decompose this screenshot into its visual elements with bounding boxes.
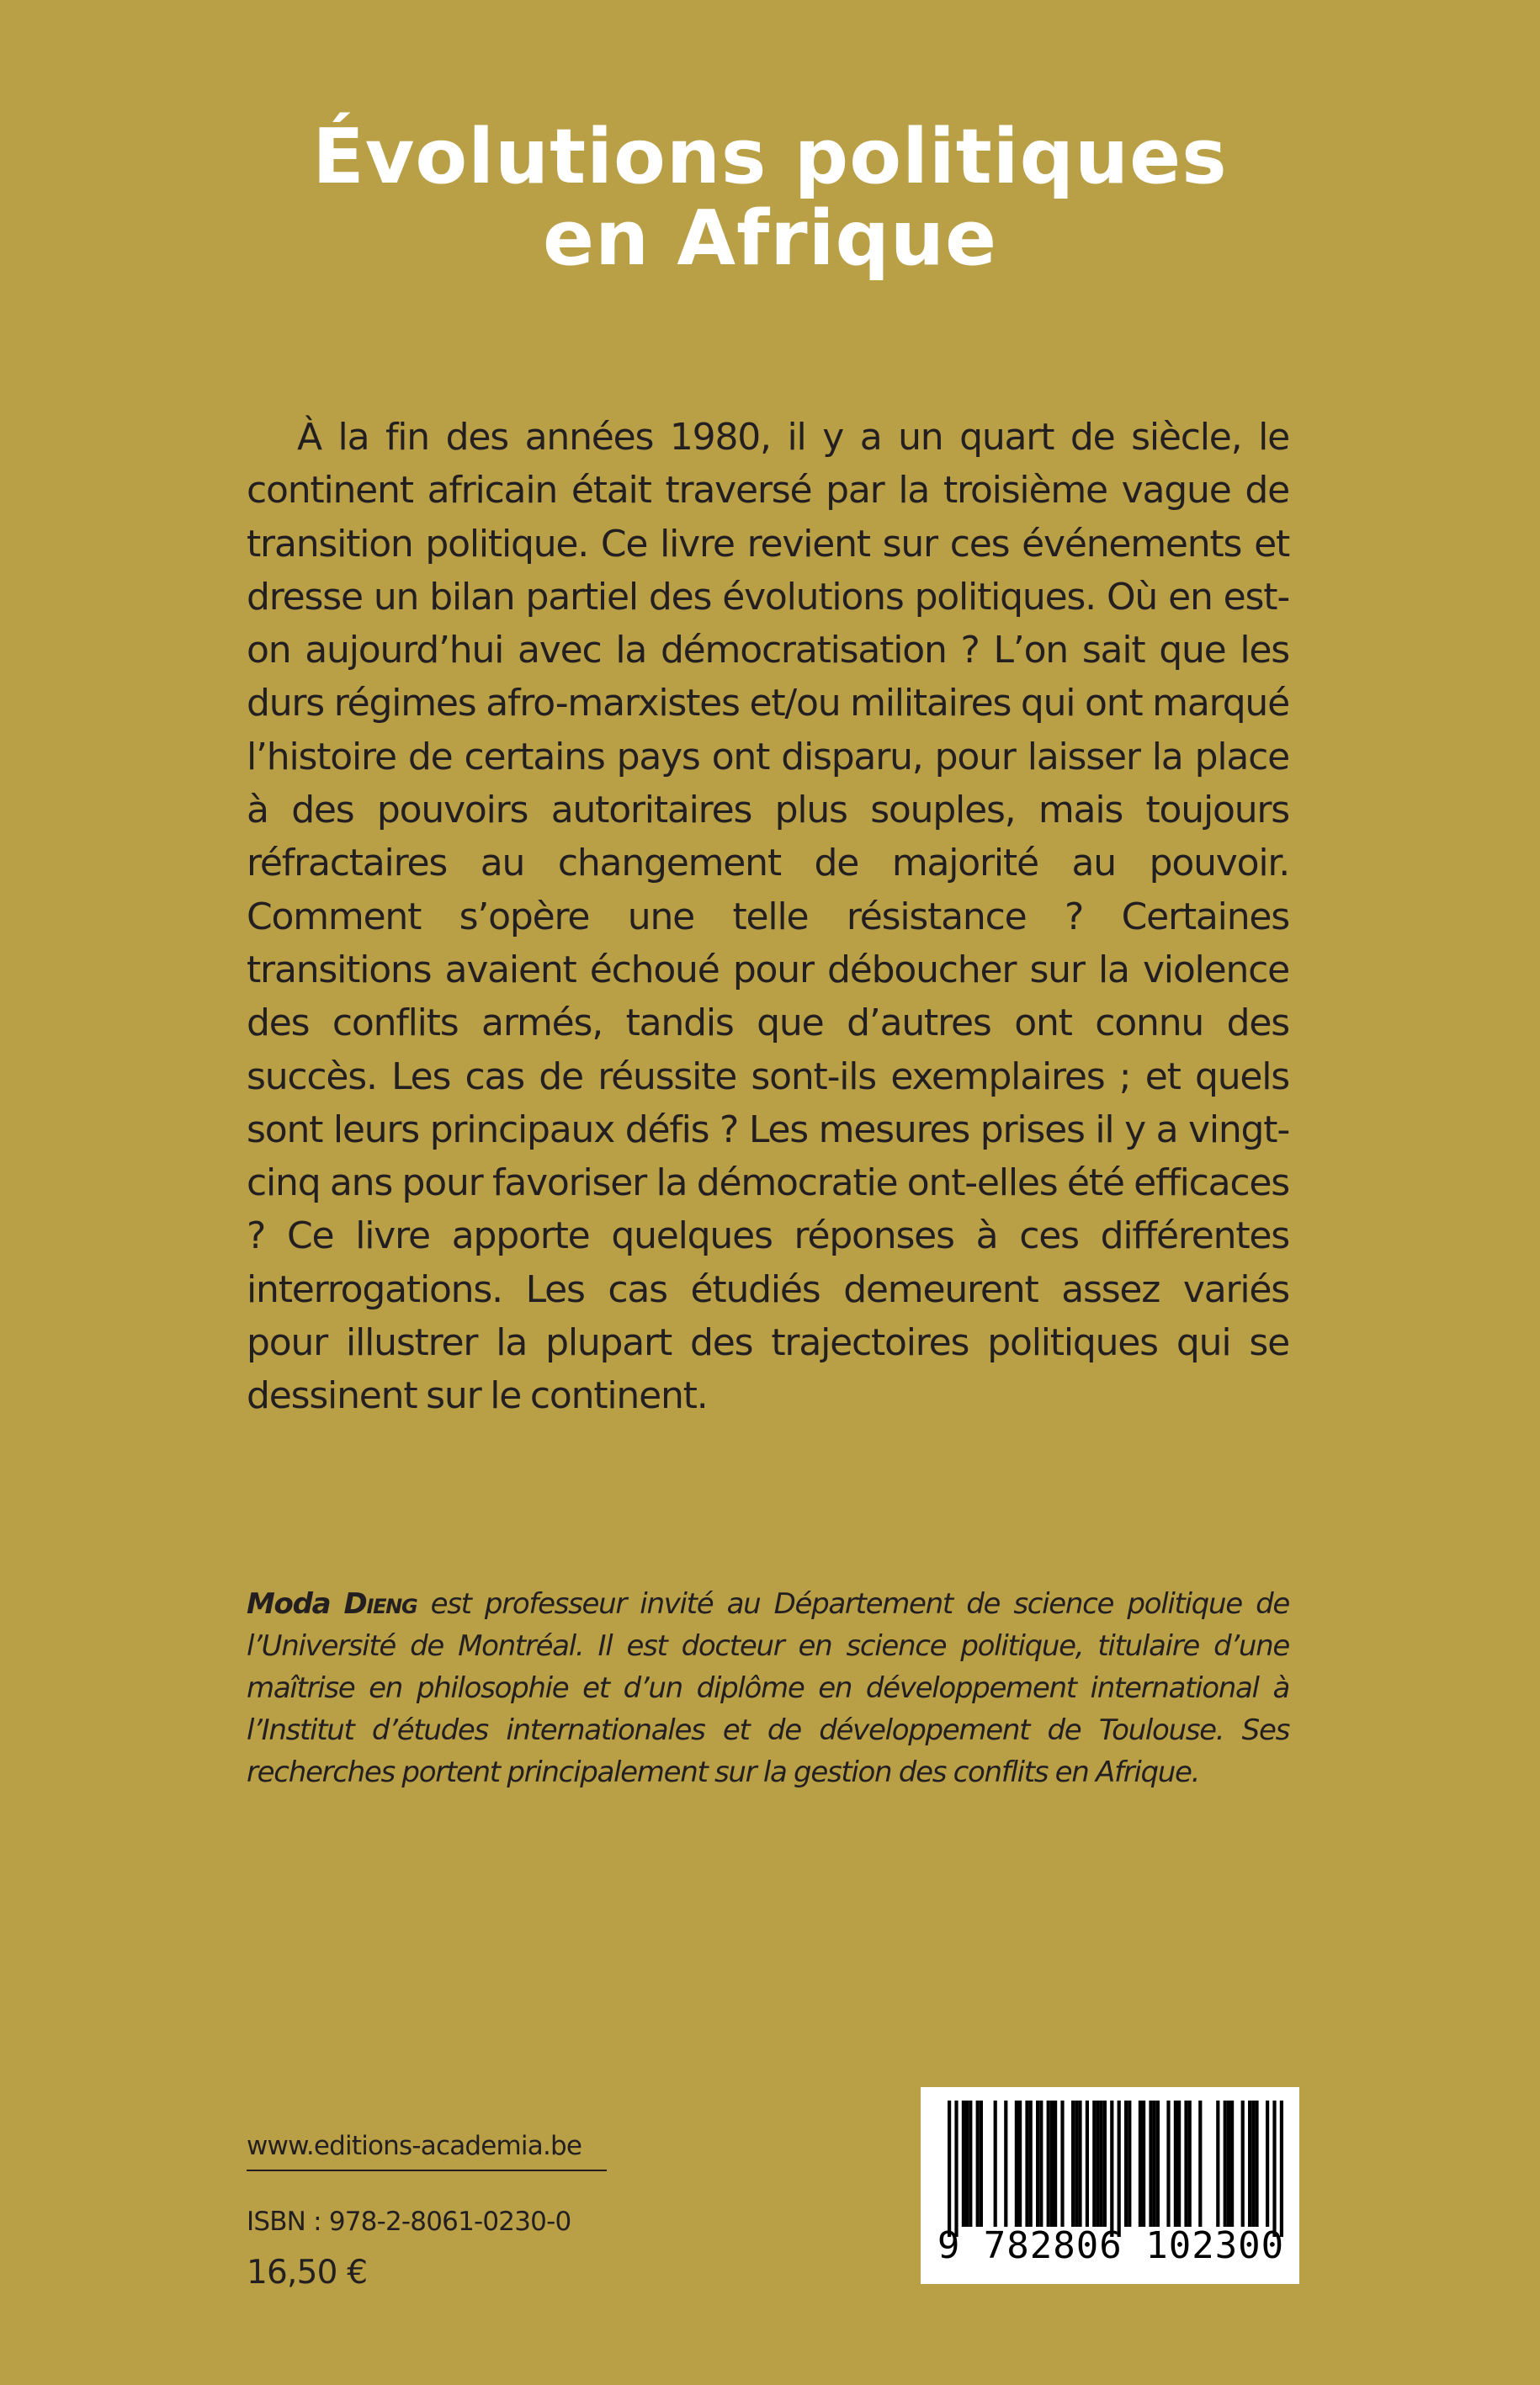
author-bio (247, 1583, 1289, 1793)
barcode-bar (1025, 2101, 1028, 2227)
barcode-bar (1153, 2101, 1156, 2227)
author-first-name: Moda (247, 1587, 331, 1621)
author-last-name: Dieng (343, 1587, 417, 1621)
book-summary: À la fin des années 1980, il y a un quart de siècle, le continent africain était traversé par la troisième vague de transition politique. Ce livre revient sur ces événements et dresse un bilan partiel des évolutions politiques. Où en est-on aujourd’hui avec la démocratisation ? L’on sait que les durs régimes afro-marxistes et/ou militaires qui ont marqué l’histoire de certains pays ont disparu, pour laisser la place à des pouvoirs autoritaires plus souples, mais toujours réfractaires au changement de majorité au pouvoir. Comment s’opère une telle résistance ? Certaines transitions avaient échoué pour déboucher sur la violence des conflits armés, tandis que d’autres ont connu des succès. Les cas de réussite sont-ils exemplaires ; et quels sont leurs principaux défis ? Les mesures prises il y a vingt-cinq ans pour favoriser la démocratie ont-elles été efficaces ? Ce livre apporte quelques réponses à ces différentes interrogations. Les cas étudiés demeurent assez variés pour illustrer la plupart des trajectoires politiques qui se dessinent sur le continent. (247, 416, 1289, 1418)
barcode-bar (962, 2101, 965, 2227)
barcode-bar (1092, 2101, 1096, 2227)
barcode-bar (1188, 2101, 1192, 2227)
barcode-bar (1241, 2101, 1245, 2227)
barcode-bar (969, 2101, 972, 2227)
barcode-bar (1054, 2101, 1057, 2227)
barcode-bar (1029, 2101, 1033, 2227)
barcode-bar (1149, 2101, 1152, 2227)
barcode-bar (1004, 2101, 1007, 2227)
barcode-bar (1039, 2101, 1043, 2227)
barcode-bar (1184, 2101, 1187, 2227)
price: 16,50 € (247, 2254, 368, 2292)
barcode-bar (1266, 2101, 1269, 2227)
book-title-line-2: en Afrique (542, 194, 998, 283)
barcode-bar (1060, 2101, 1064, 2227)
barcode-bar (1124, 2101, 1128, 2227)
barcode-bar (948, 2101, 951, 2237)
barcode-bar (1100, 2101, 1103, 2227)
barcode-bar (1128, 2101, 1131, 2227)
barcode-bar (1227, 2101, 1230, 2227)
barcode-bar (1198, 2101, 1202, 2227)
barcode-bar (1050, 2101, 1054, 2227)
book-title-line-1: Évolutions politiques (312, 113, 1228, 201)
website-underline (247, 2170, 607, 2171)
barcode-bar (1047, 2101, 1050, 2227)
barcode-bar (1230, 2101, 1234, 2227)
barcode-bar (1078, 2101, 1081, 2227)
barcode-bar (1018, 2101, 1022, 2227)
barcode-bar (1103, 2101, 1107, 2227)
barcode-digits: 9 782806 102300 (937, 2224, 1285, 2267)
barcode-bar (980, 2101, 983, 2227)
barcode-bar (1216, 2101, 1219, 2227)
barcode-bar (1156, 2101, 1160, 2227)
barcode-bar (1015, 2101, 1018, 2227)
barcode-bar (1036, 2101, 1039, 2227)
barcode-bar (994, 2101, 997, 2227)
barcode-bar (1075, 2101, 1078, 2227)
barcode-bar (965, 2101, 969, 2227)
barcode-bar (1280, 2101, 1283, 2237)
barcode-bar (1272, 2101, 1276, 2237)
barcode-bar (1174, 2101, 1177, 2227)
barcode-bar (1086, 2101, 1089, 2227)
barcode-bar (1142, 2101, 1145, 2227)
barcode-bar (976, 2101, 980, 2227)
barcode-bar (1166, 2101, 1170, 2227)
author-bio-text: est professeur invité au Département de science politique de l’Université de Montréal. Il est docteur en science politique, titulaire d’une maîtrise en philosophie et d’un diplôme en développement international à l’Institut d’études internationales et de développement de Toulouse. Ses recherches portent principalement sur la gestion des conflits en Afrique. (247, 1587, 1289, 1789)
publisher-website-link[interactable]: www.editions-academia.be (247, 2131, 582, 2161)
barcode-bar (1248, 2101, 1251, 2227)
barcode-bar (954, 2101, 958, 2237)
barcode (921, 2087, 1299, 2284)
book-title (0, 113, 1540, 283)
barcode-bar (1139, 2101, 1142, 2227)
barcode-bar (1118, 2101, 1121, 2237)
barcode-bar (1110, 2101, 1113, 2237)
barcode-bar (1251, 2101, 1255, 2227)
barcode-bar (1096, 2101, 1099, 2227)
barcode-bar (1255, 2101, 1258, 2227)
barcode-bar (1071, 2101, 1075, 2227)
barcode-bar (1177, 2101, 1181, 2227)
barcode-bar (1224, 2101, 1227, 2227)
isbn: ISBN : 978-2-8061-0230-0 (247, 2207, 571, 2237)
